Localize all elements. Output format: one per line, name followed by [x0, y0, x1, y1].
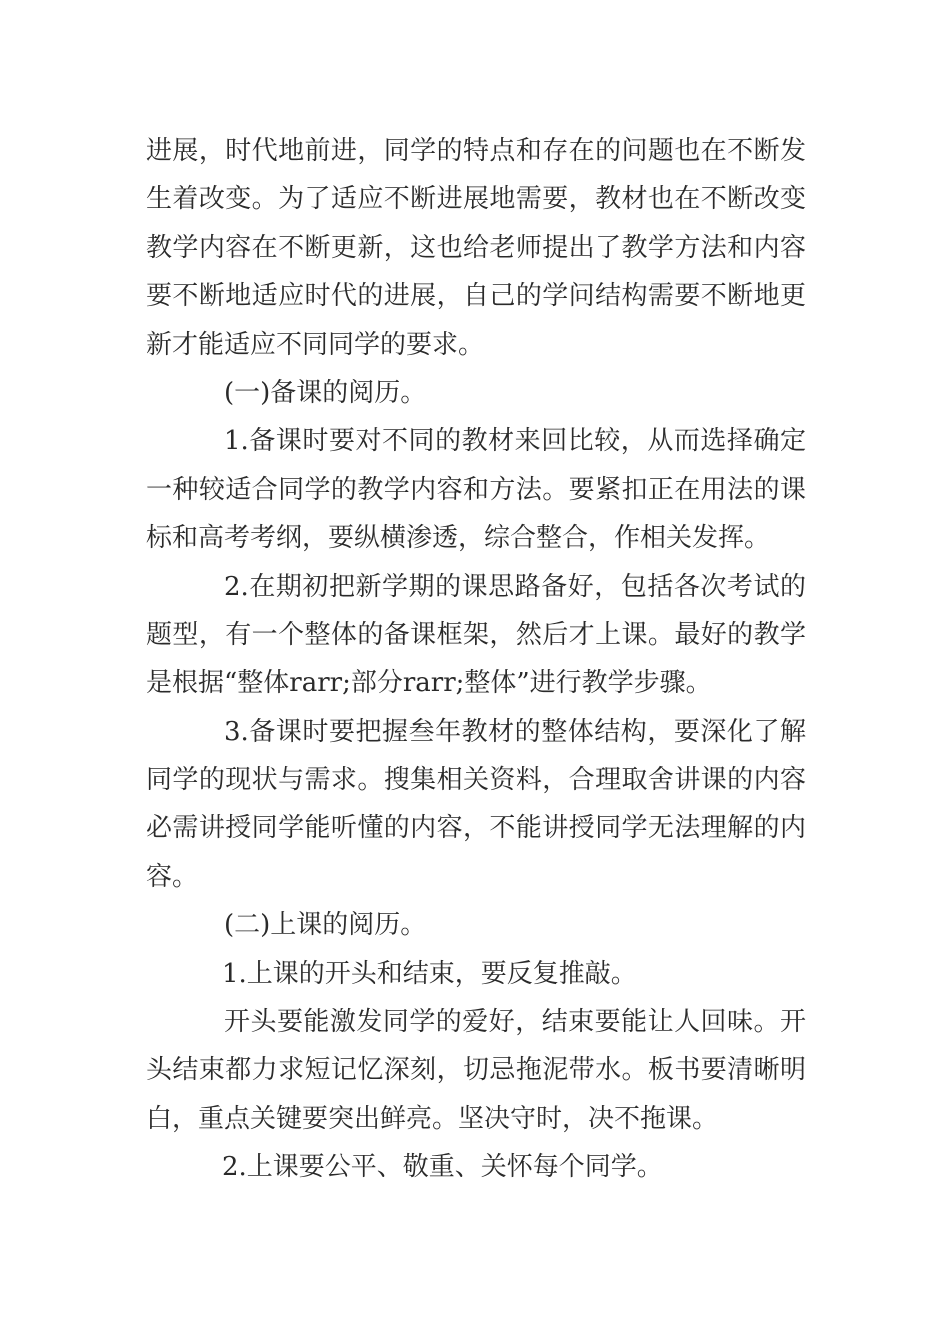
text-line: 开头要能激发同学的爱好，结束要能让人回味。开 — [224, 1007, 806, 1038]
text-line: 生着改变。为了适应不断进展地需要，教材也在不断改变 — [146, 184, 806, 215]
text-line: 新才能适应不同同学的要求。 — [146, 329, 485, 360]
text-line: 教学内容在不断更新，这也给老师提出了教学方法和内容 — [146, 232, 806, 263]
text-line: 2.在期初把新学期的课思路备好，包括各次考试的 — [224, 571, 806, 602]
text-line: 2.上课要公平、敬重、关怀每个同学。 — [222, 1152, 663, 1183]
text-line: 1.备课时要对不同的教材来回比较，从而选择确定 — [224, 426, 806, 457]
text-line: 题型，有一个整体的备课框架，然后才上课。最好的教学 — [146, 619, 806, 650]
text-line: 必需讲授同学能听懂的内容，不能讲授同学无法理解的内 — [146, 813, 806, 844]
text-line: 头结束都力求短记忆深刻，切忌拖泥带水。板书要清晰明 — [146, 1055, 806, 1086]
text-line: 一种较适合同学的教学内容和方法。要紧扣正在用法的课 — [146, 474, 806, 505]
text-line: 要不断地适应时代的进展，自己的学问结构需要不断地更 — [146, 281, 806, 312]
text-line: 标和高考考纲，要纵横渗透，综合整合，作相关发挥。 — [146, 523, 771, 554]
section-heading: (二)上课的阅历。 — [224, 910, 427, 941]
text-line: 白，重点关键要突出鲜亮。坚决守时，决不拖课。 — [146, 1103, 719, 1134]
body-text — [146, 127, 806, 1192]
text-line: 容。 — [146, 861, 199, 892]
text-line: 同学的现状与需求。搜集相关资料，合理取舍讲课的内容 — [146, 765, 806, 796]
text-line: 是根据“整体rarr;部分rarr;整体”进行教学步骤。 — [146, 668, 712, 699]
text-line: 1.上课的开头和结束，要反复推敲。 — [222, 958, 637, 989]
text-line: 3.备课时要把握叁年教材的整体结构，要深化了解 — [224, 716, 806, 747]
section-heading: (一)备课的阅历。 — [224, 377, 427, 408]
text-line: 进展，时代地前进，同学的特点和存在的问题也在不断发 — [146, 136, 806, 166]
